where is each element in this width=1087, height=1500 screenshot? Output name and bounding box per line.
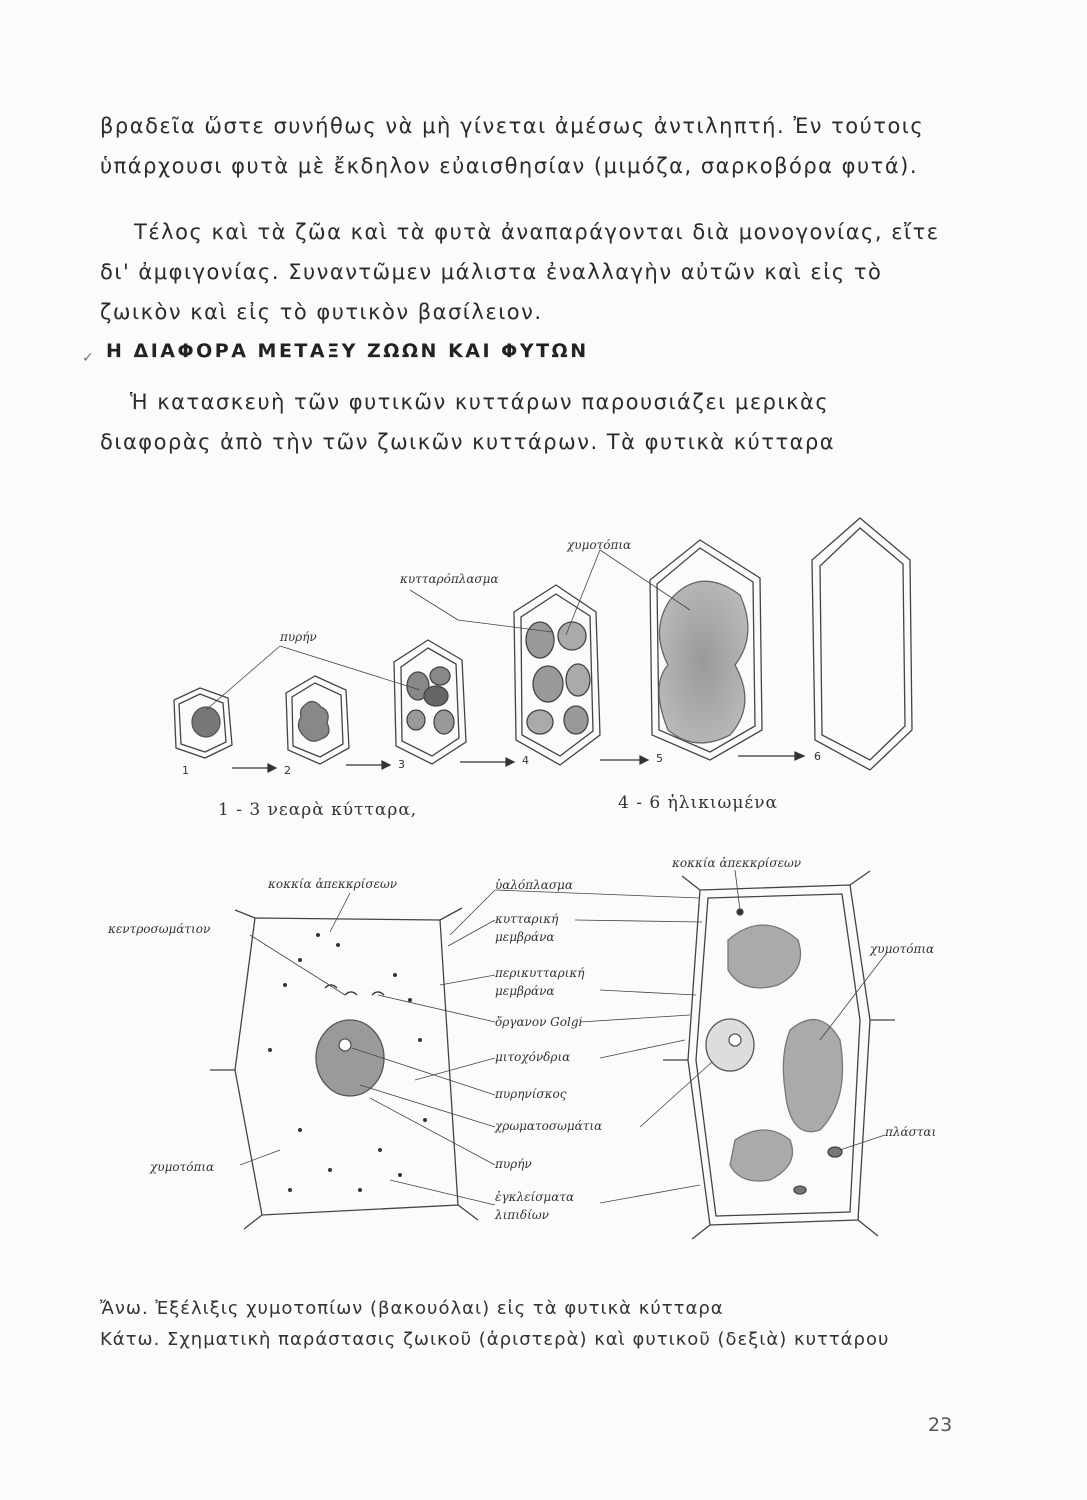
label-plastids: πλάσται	[885, 1125, 937, 1139]
label-hyaloplasm: ὑαλόπλασμα	[495, 878, 573, 892]
plant-cell	[663, 871, 895, 1239]
label-lipids-1: ἐγκλείσματα	[495, 1190, 575, 1204]
label-secretion-left: κοκκία ἀπεκκρίσεων	[268, 877, 398, 891]
paragraph-2-text: Τέλος καὶ τὰ ζῶα καὶ τὰ φυτὰ ἀναπαράγονται διὰ μονογονίας, εἴτε δι' ἀμφιγονίας. Συναντῶμεν μάλιστα ἐναλλαγὴν αὐτῶν καὶ εἰς τὸ ζωικὸν καὶ εἰς τὸ φυτικὸν βασίλειον.	[100, 220, 940, 324]
cell-2	[286, 676, 349, 764]
section-heading: Η ΔΙΑΦΟΡΑ ΜΕΤΑΞΥ ΖΩΩΝ ΚΑΙ ΦΥΤΩΝ	[106, 340, 589, 362]
page-number: 23	[928, 1414, 953, 1436]
top-figure-cells	[174, 518, 912, 770]
label-nucleolus: πυρηνίσκος	[495, 1087, 567, 1101]
check-mark-icon: ✓	[82, 350, 94, 366]
label-golgi: ὄργανον Golgi	[495, 1015, 583, 1029]
figure-caption	[100, 1293, 960, 1355]
label-lipids-2: λιπιδίων	[495, 1208, 549, 1222]
paragraph-3-text: Ἡ κατασκευὴ τῶν φυτικῶν κυττάρων παρουσιάζει μερικὰς διαφορὰς ἀπὸ τὴν τῶν ζωικῶν κυττάρων. Τὰ φυτικὰ κύτταρα	[100, 390, 836, 454]
animal-cell	[210, 908, 478, 1229]
label-vacuoles-right: χυμοτόπια	[870, 942, 935, 956]
label-vacuoles-top: χυμοτόπια	[567, 538, 632, 552]
caption-young-cells: 1 - 3 νεαρὰ κύτταρα,	[218, 800, 418, 820]
label-chromosomes: χρωματοσωμάτια	[495, 1119, 603, 1133]
cell-1	[174, 688, 232, 758]
cell-3	[394, 640, 466, 764]
label-vacuoles-left: χυμοτόπια	[150, 1160, 215, 1174]
cell-number-3: 3	[398, 758, 405, 771]
cell-number-4: 4	[522, 754, 529, 767]
cell-number-6: 6	[814, 750, 821, 763]
cell-4	[514, 585, 600, 765]
cell-5	[650, 540, 762, 760]
caption-line-2: Κάτω. Σχηματικὴ παράστασις ζωικοῦ (ἀριστερὰ) καὶ φυτικοῦ (δεξιὰ) κυττάρου	[100, 1329, 890, 1350]
caption-line-1: Ἄνω. Ἐξέλιξις χυμοτοπίων (βακουόλαι) εἰς τὰ φυτικὰ κύτταρα	[100, 1298, 724, 1319]
label-pericellular-membrane-2: μεμβράνα	[495, 984, 555, 998]
label-secretion-right: κοκκία ἀπεκκρίσεων	[672, 856, 802, 870]
cell-number-1: 1	[182, 764, 189, 777]
cell-number-2: 2	[284, 764, 291, 777]
label-cytoplasm-top: κυτταρόπλασμα	[400, 572, 499, 586]
label-pericellular-membrane-1: περικυτταρική	[495, 966, 585, 980]
label-nucleus-top: πυρήν	[280, 630, 317, 644]
label-cell-membrane-1: κυτταρική	[495, 912, 559, 926]
label-centrosome: κεντροσωμάτιον	[108, 922, 211, 936]
paragraph-1-text: βραδεῖα ὥστε συνήθως νὰ μὴ γίνεται ἀμέσως ἀντιληπτή. Ἐν τούτοις ὑπάρχουσι φυτὰ μὲ ἔκδηλον εὐαισθησίαν (μιμόζα, σαρκοβόρα φυτά).	[100, 114, 925, 178]
label-mitochondria: μιτοχόνδρια	[495, 1050, 571, 1064]
label-nucleus-bottom: πυρήν	[495, 1157, 532, 1171]
caption-mature-cells: 4 - 6 ἡλικιωμένα	[618, 793, 779, 813]
cell-number-5: 5	[656, 752, 663, 765]
label-cell-membrane-2: μεμβράνα	[495, 930, 555, 944]
cell-6	[812, 518, 912, 770]
